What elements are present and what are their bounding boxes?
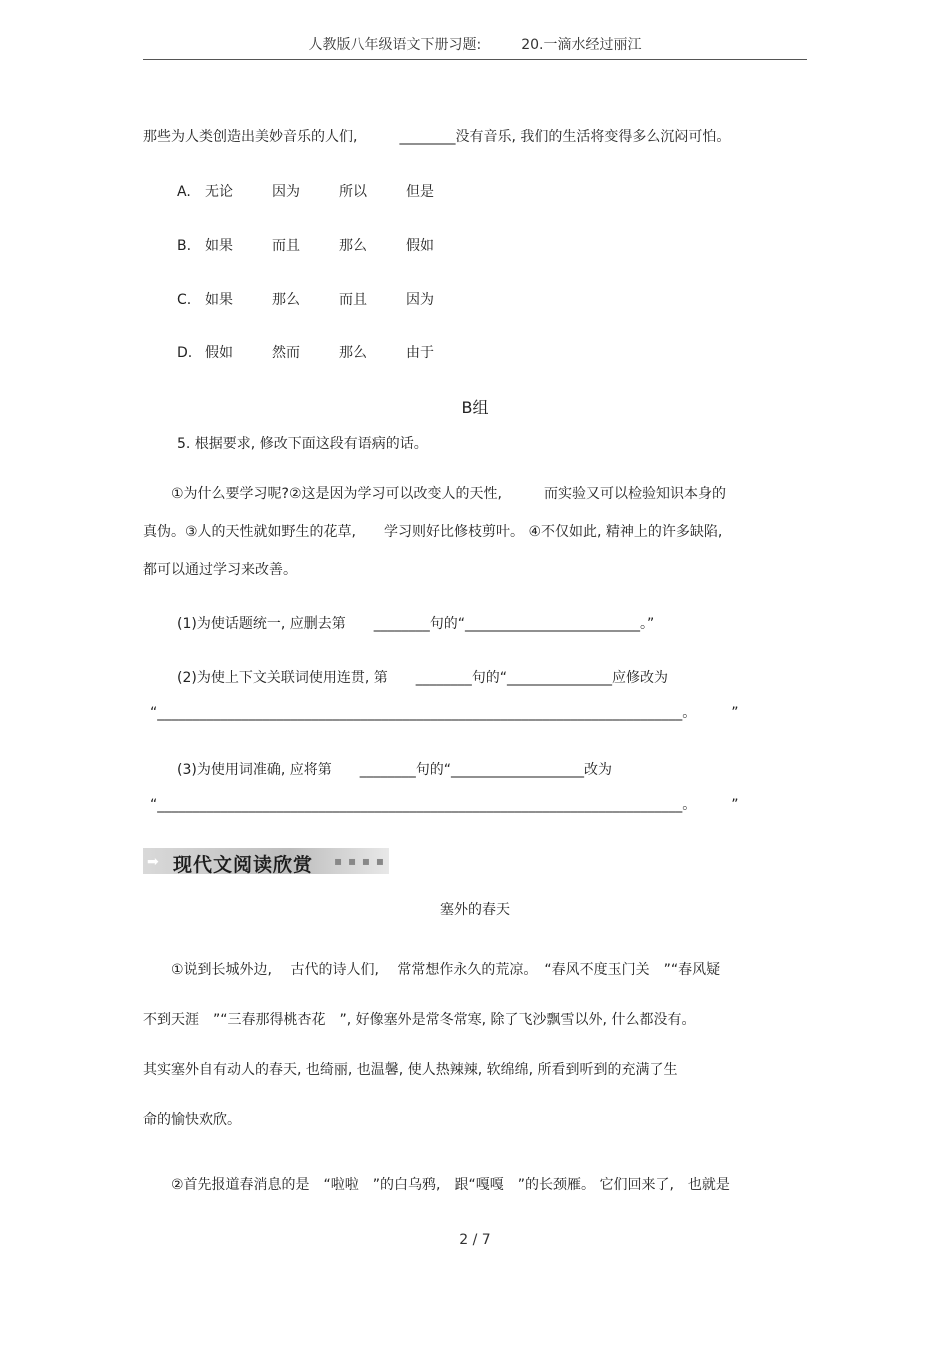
answer-line-3: “___________________________________________________________________________。 ” (150, 797, 739, 813)
article-title: 塞外的春天 (440, 902, 510, 918)
passage-line: 都可以通过学习来改善。 (143, 562, 297, 578)
article-line: ②首先报道春消息的是 “啦啦 ”的白乌鸦, 跟“嘎嘎 ”的长颈雁。 它们回来了, 也就是 (143, 1177, 730, 1193)
header-book-title: 人教版八年级语文下册习题: (308, 37, 482, 53)
option-c: C. 如果 那么 而且 因为 (177, 292, 434, 308)
article-line: ①说到长城外边, 古代的诗人们, 常常想作永久的荒凉。 “春风不度玉门关 ”“春风疑 (143, 962, 721, 978)
section-banner-label: 现代文阅读欣赏 (173, 854, 314, 876)
article-line: 其实塞外自有动人的春天, 也绮丽, 也温馨, 使人热辣辣, 软绵绵, 所看到听到的充满了生 (143, 1062, 678, 1078)
answer-line-2: “___________________________________________________________________________。 ” (150, 705, 739, 721)
passage-line: ①为什么要学习呢?②这是因为学习可以改变人的天性, 而实验又可以检验知识本身的 (143, 486, 726, 502)
sub-question-3: (3)为使用词准确, 应将第 ________句的“___________________改为 (177, 762, 612, 778)
article-line: 不到天涯 ”“三春那得桃杏花 ”, 好像塞外是常冬常寒, 除了飞沙飘雪以外, 什么都没有。 (143, 1012, 696, 1028)
sub-question-2: (2)为使上下文关联词使用连贯, 第 ________句的“_______________应修改为 (177, 670, 668, 686)
page-number: 2 / 7 (459, 1232, 491, 1248)
passage-line: 真伪。③人的天性就如野生的花草, 学习则好比修枝剪叶。 ④不仅如此, 精神上的许多缺陷, (143, 524, 723, 540)
article-line: 命的愉快欢欣。 (143, 1112, 241, 1128)
page-header (0, 34, 950, 54)
option-d: D. 假如 然而 那么 由于 (177, 345, 434, 361)
question-5-stem: 5. 根据要求, 修改下面这段有语病的话。 (177, 436, 428, 452)
section-banner (143, 848, 389, 874)
question-4-stem: 那些为人类创造出美妙音乐的人们, ________没有音乐, 我们的生活将变得多么沉闷可怕。 (143, 129, 731, 145)
header-lesson-title: 20.一滴水经过丽江 (521, 37, 642, 53)
option-a: A. 无论 因为 所以 但是 (177, 184, 434, 200)
section-banner-dots: ▪ ▪ ▪ ▪ (334, 854, 385, 868)
arrow-icon: ➡ (147, 854, 159, 870)
option-b: B. 如果 而且 那么 假如 (177, 238, 434, 254)
sub-question-1: (1)为使话题统一, 应删去第 ________句的“_________________________。” (177, 616, 655, 632)
header-divider (143, 59, 807, 60)
group-b-heading: B组 (461, 398, 489, 417)
